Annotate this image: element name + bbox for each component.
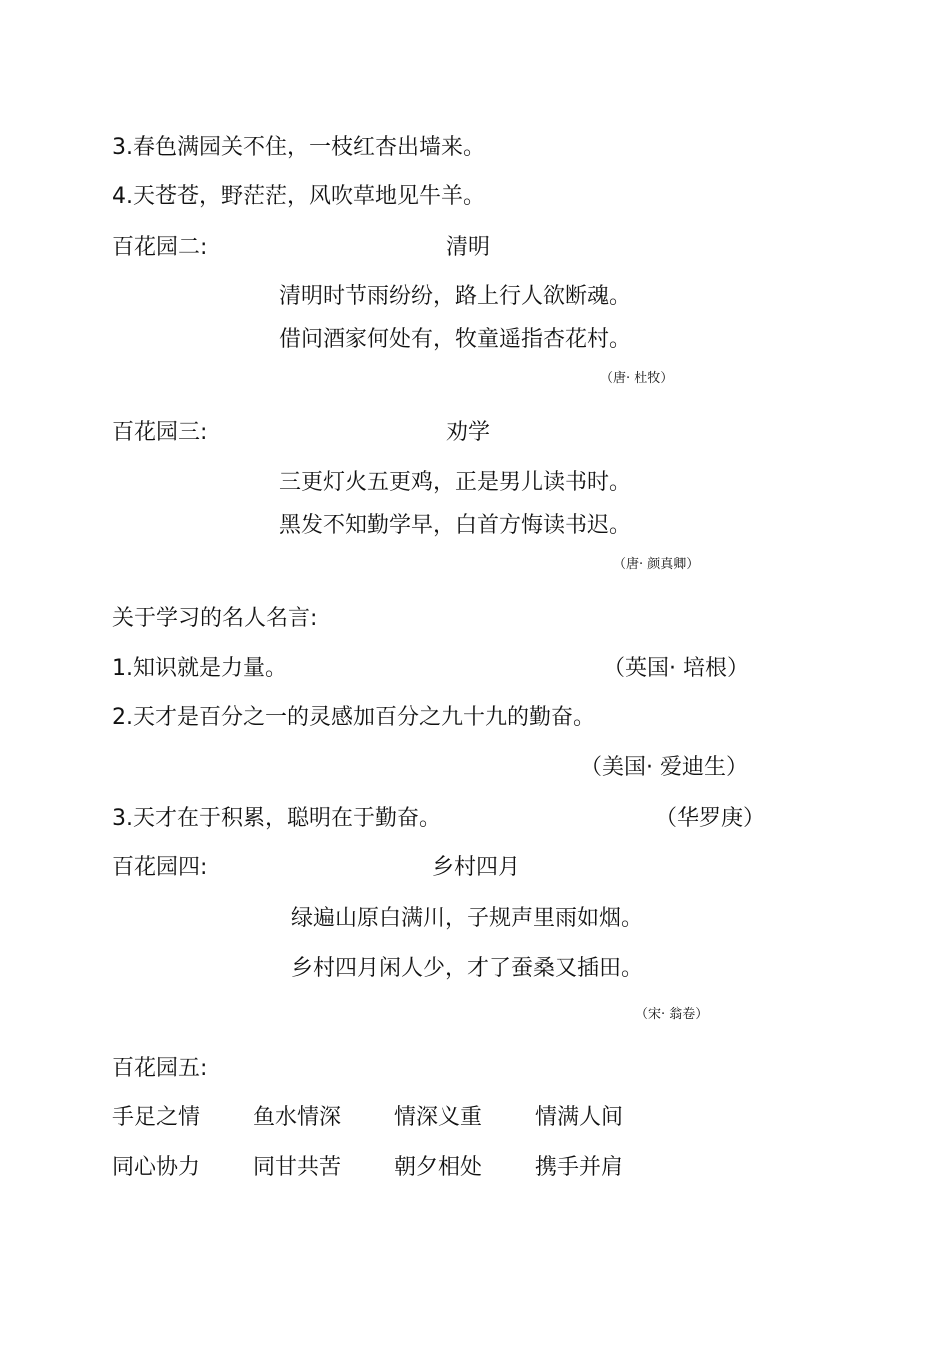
- quotes-heading: 关于学习的名人名言:: [112, 606, 318, 631]
- garden3-poem-title: 劝学: [446, 420, 491, 445]
- idiom-item: 手足之情: [112, 1105, 201, 1130]
- garden5-label: 百花园五:: [112, 1056, 208, 1081]
- quote-1-text: 1.知识就是力量。: [112, 656, 287, 681]
- garden2-label: 百花园二:: [112, 235, 208, 260]
- garden4-poem-line-1: 绿遍山原白满川，子规声里雨如烟。: [291, 906, 644, 931]
- idiom-item: 同甘共苦: [253, 1155, 342, 1180]
- quote-2-source: （美国· 爱迪生）: [580, 755, 748, 780]
- garden3-label: 百花园三:: [112, 420, 208, 445]
- garden2-poem-line-2: 借问酒家何处有，牧童遥指杏花村。: [279, 327, 632, 352]
- garden3-poem-author: （唐· 颜真卿）: [613, 557, 700, 572]
- garden2-poem-title: 清明: [446, 235, 491, 260]
- quote-2-text: 2.天才是百分之一的灵感加百分之九十九的勤奋。: [112, 705, 595, 730]
- idiom-item: 携手并肩: [535, 1155, 624, 1180]
- idiom-item: 情深义重: [394, 1105, 483, 1130]
- idiom-item: 同心协力: [112, 1155, 201, 1180]
- garden3-poem-line-1: 三更灯火五更鸡，正是男儿读书时。: [279, 470, 632, 495]
- garden4-poem-line-2: 乡村四月闲人少，才了蚕桑又插田。: [291, 956, 644, 981]
- quote-3-source: （华罗庚）: [655, 806, 766, 831]
- idiom-item: 朝夕相处: [394, 1155, 483, 1180]
- garden2-poem-author: （唐· 杜牧）: [600, 371, 674, 386]
- garden3-poem-line-2: 黑发不知勤学早，白首方悔读书迟。: [279, 513, 632, 538]
- quote-1-source: （英国· 培根）: [603, 656, 749, 681]
- intro-line-4: 4.天苍苍，野茫茫，风吹草地见牛羊。: [112, 184, 485, 209]
- garden2-poem-line-1: 清明时节雨纷纷，路上行人欲断魂。: [279, 284, 632, 309]
- garden4-label: 百花园四:: [112, 855, 208, 880]
- intro-line-3: 3.春色满园关不住，一枝红杏出墙来。: [112, 135, 485, 160]
- idiom-item: 情满人间: [535, 1105, 624, 1130]
- idiom-item: 鱼水情深: [253, 1105, 342, 1130]
- quote-3-text: 3.天才在于积累，聪明在于勤奋。: [112, 806, 441, 831]
- garden4-poem-author: （宋· 翁卷）: [635, 1007, 709, 1022]
- garden4-poem-title: 乡村四月: [432, 855, 521, 880]
